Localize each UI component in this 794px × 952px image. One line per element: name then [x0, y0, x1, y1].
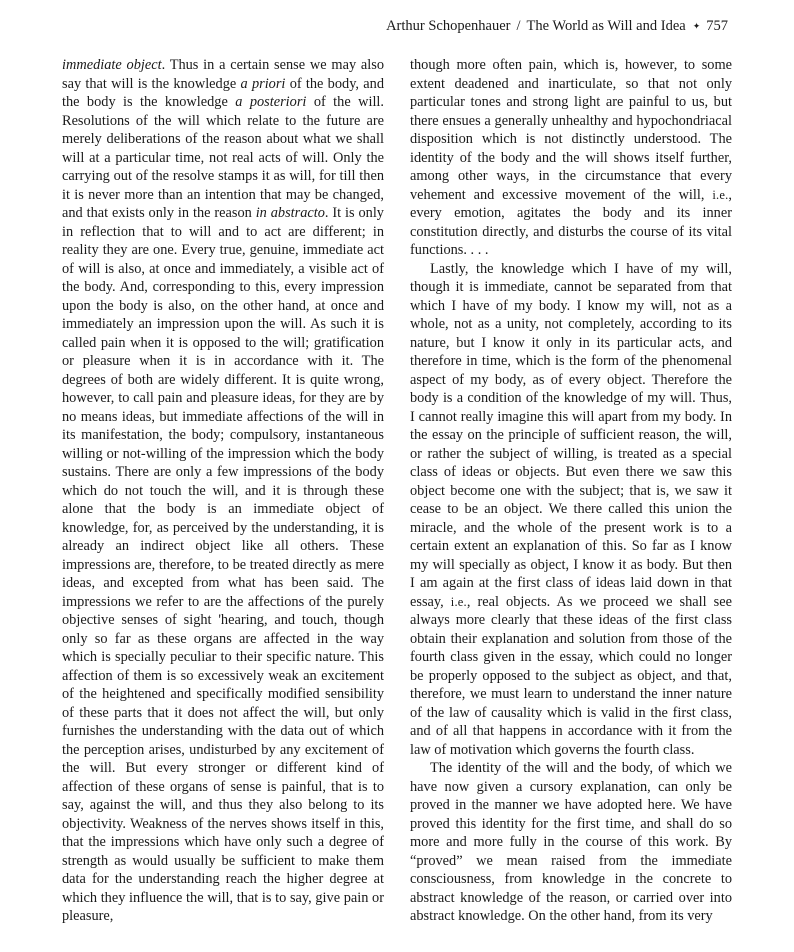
text-run: of the body, and the body is the knowledge [62, 75, 384, 110]
running-head [386, 17, 728, 36]
paragraph [410, 260, 732, 760]
text-run: Lastly, the knowledge which I have of my will, though it is immediate, cannot be separated from that which I have of my body. I know my will, not as a whole, not as a unity, not completely, according to its nature, but I know it only in its particular acts, and therefore in time, which is the form of the phenomenal aspect of my body, as of every object. Therefore the body is a condition of the knowledge of my will. Thus, I cannot really imagine this will apart from my body. In the essay on the principle of sufficient reason, the will, or rather the subject of willing, is treated as a special class of ideas or objects. But even there we saw this object become one with the subject; that is, we saw it cease to be an object. We there called this union the miracle, and the whole of the present work is to a certain extent an explanation of this. So far as I know my will specially as object, I know it as body. But then I am again at the first class of ideas laid down in that essay, [410, 260, 732, 610]
header-title: The World as Will and Idea [526, 18, 686, 34]
text-run: though more often pain, which is, however, to some extent deadened and inarticulate, so that not only particular tones and strong light are painful to us, but there ensues a generally unhealthy and hypochondriacal disposition which is not distinctly understood. The identity of the body and the will shows itself further, among other ways, in the circumstance that every vehement and excessive movement of the will, [410, 57, 732, 203]
abbreviation: i.e. [450, 594, 467, 609]
emphasis: a priori [240, 75, 286, 92]
emphasis: in abstracto [255, 205, 325, 221]
page-number: 757 [706, 18, 728, 34]
right-column [410, 56, 732, 926]
text-run: , every emotion, agitates the body and its inner constitution directly, and disturbs the course of its vital functions. . . . [410, 186, 732, 258]
text-run: , real objects. As we proceed we shall see always more clearly that these ideas of the first class obtain their explanation and solution from those of the fourth class given in the essay, which could no longer be properly opposed to the subject as object, and that, therefore, we must learn to understand the inner nature of the law of causality which is valid in the first class, and of all that happens in accordance with it from the law of motivation which governs the fourth class. [410, 593, 732, 758]
text-run: The identity of the will and the body, of which we have now given a cursory explanation, can only be proved in the manner we have adopted here. We have proved this identity for the first time, and shall do so more and more fully in the course of this work. By “proved” we mean raised from the immediate consciousness, from knowledge in the concrete to abstract knowledge of the reason, or carried over into abstract knowledge. On the other hand, from its very [410, 760, 732, 924]
header-author: Arthur Schopenhauer [386, 18, 511, 34]
emphasis: a posteriori [235, 94, 307, 110]
left-column [62, 56, 384, 926]
emphasis: immediate object [62, 57, 162, 73]
header-separator: / [516, 18, 521, 34]
ornament-icon: ✦ [692, 21, 701, 31]
text-run: of the will. Resolutions of the will which relate to the future are merely deliberations of the reason about what we shall will at a particular time, not real acts of will. Only the carrying out of the resolve stamps it as will, for till then it is never more than an intention that may be changed, and that exists only in the reason [62, 94, 384, 221]
paragraph [62, 56, 384, 926]
paragraph [410, 759, 732, 926]
abbreviation: i.e. [712, 187, 729, 202]
text-run: . It is only in reflection that to will and to act are different; in reality they are one. Every true, genuine, immediate act of will is also, at once and immediately, a visible act of the body. And, corresponding to this, every impression upon the body is also, on the other hand, at once and immediately an impression upon the will. As such it is called pain when it is opposed to the will; gratification or pleasure when it is in accordance with it. The degrees of both are widely different. It is quite wrong, however, to call pain and pleasure ideas, for they are by no means ideas, but immediate affections of the will in its manifestation, the body; compulsory, instantaneous willing or not-willing of the impression which the body sustains. There are only a few impressions of the body which do not touch the will, and it is through these alone that the body is an immediate object of knowledge, for, as perceived by the understanding, it is already an indirect object like all others. These impressions are, therefore, to be treated directly as mere ideas, and excepted from what has been said. The impressions we refer to are the affections of the purely objective senses of sight 'hearing, and touch, though only so far as these organs are affected in the way which is specially peculiar to their specific nature. This affection of them is so excessively weak an excitement of the heightened and specifically modified sensibility of these parts that it does not affect the will, but only furnishes the understanding with the data out of which the perception arises, undisturbed by any excitement of the will. But every stronger or different kind of affection of these organs of sense is painful, that is to say, against the will, and thus they also belong to its objectivity. Weakness of the nerves shows itself in this, that the impressions which have only such a degree of strength as would usually be sufficient to make them data for the understanding reach the higher degree at which they influence the will, that is to say, give pain or pleasure, [62, 205, 384, 924]
text-run: . Thus in a certain sense we may also say that will is the knowledge [62, 57, 385, 92]
paragraph [410, 56, 732, 260]
